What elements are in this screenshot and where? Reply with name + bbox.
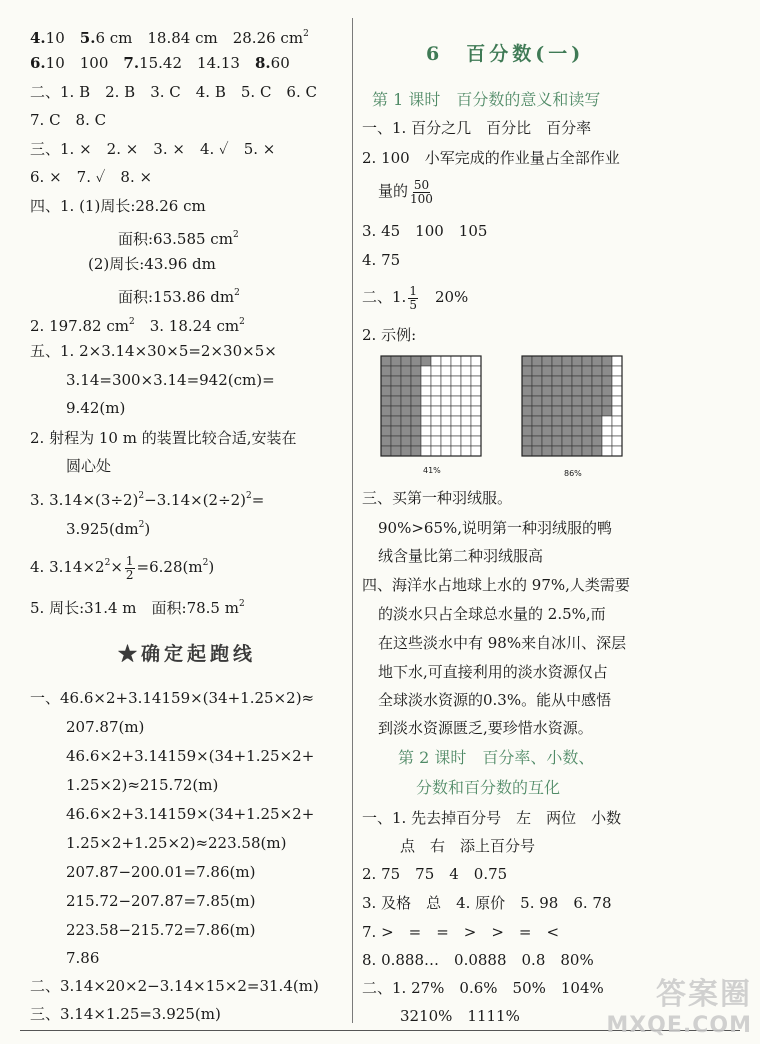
grid-cell (431, 436, 441, 446)
grid-cell (612, 426, 622, 436)
answer-line: 三、买第一种羽绒服。 (362, 489, 513, 507)
answer-line: 三、3.14×1.25=3.925(m) (30, 1005, 221, 1023)
grid-cell (461, 446, 471, 456)
grid-cell-shaded (411, 356, 421, 366)
lesson-title: 第 2 课时 百分率、小数、 (398, 748, 595, 767)
grid-cell-shaded (572, 356, 582, 366)
grid-cell-shaded (401, 406, 411, 416)
grid-cell (431, 406, 441, 416)
grid-cell (461, 376, 471, 386)
hundred-grid-41-svg (378, 353, 484, 459)
grid-cell-shaded (401, 416, 411, 426)
grid-cell-shaded (582, 366, 592, 376)
grid-cell (421, 376, 431, 386)
answer-line: 的淡水只占全球总水量的 2.5%,而 (378, 605, 606, 623)
grid-cell (441, 406, 451, 416)
answer-line: 圆心处 (66, 457, 112, 475)
answer-line: 7. C 8. C (30, 111, 107, 129)
answer-line: 215.72−207.87=7.85(m) (66, 892, 256, 910)
grid-cell-shaded (562, 446, 572, 456)
grid-cell (461, 356, 471, 366)
grid-cell (461, 426, 471, 436)
grid-cell-shaded (572, 386, 582, 396)
grid-cell-shaded (582, 406, 592, 416)
answer-line: 2. 75 75 4 0.75 (362, 865, 508, 883)
grid-cell (461, 406, 471, 416)
grid-cell (431, 386, 441, 396)
grid-cell-shaded (552, 386, 562, 396)
grid-cell (441, 356, 451, 366)
grid-cell (451, 406, 461, 416)
answer-line: 面积:153.86 $dm^2$ (118, 288, 240, 306)
answer-line: $3.925(dm^2)$ (66, 520, 151, 538)
grid-cell-shaded (522, 416, 532, 426)
grid-cell (471, 366, 481, 376)
grid-cell-shaded (562, 366, 572, 376)
grid-cell-shaded (552, 376, 562, 386)
grid-cell-shaded (381, 416, 391, 426)
answer-line: 4. 75 (362, 251, 401, 269)
grid-cell-shaded (522, 366, 532, 376)
grid-cell-shaded (401, 396, 411, 406)
grid-cell-shaded (391, 376, 401, 386)
grid-label-41: 41% (423, 466, 441, 475)
answer-line: 223.58−215.72=7.86(m) (66, 921, 256, 939)
grid-cell-shaded (532, 386, 542, 396)
answer-line: 7.86 (66, 949, 100, 967)
grid-cell (612, 386, 622, 396)
grid-cell (451, 366, 461, 376)
answer-line: 207.87−200.01=7.86(m) (66, 863, 256, 881)
grid-cell-shaded (602, 406, 612, 416)
grid-cell (471, 356, 481, 366)
answer-line: 一、46.6×2+3.14159×(34+1.25×2)≈ (30, 689, 315, 707)
grid-cell (451, 356, 461, 366)
answer-line: 在这些淡水中有 98%来自冰川、深层 (378, 634, 627, 652)
grid-cell-shaded (532, 366, 542, 376)
grid-cell-shaded (552, 406, 562, 416)
grid-cell-shaded (421, 356, 431, 366)
grid-cell-shaded (381, 376, 391, 386)
grid-cell (471, 386, 481, 396)
grid-cell-shaded (542, 396, 552, 406)
grid-cell-shaded (592, 426, 602, 436)
answer-line: 8. 0.888… 0.0888 0.8 80% (362, 951, 594, 969)
grid-cell (602, 436, 612, 446)
grid-cell (441, 416, 451, 426)
grid-cell-shaded (542, 446, 552, 456)
grid-cell-shaded (592, 396, 602, 406)
answer-line: 3. $3.14\times(3\div 2)^2-3.14\times(2\div 2)^2=$ (30, 491, 265, 509)
grid-cell-shaded (532, 396, 542, 406)
grid-cell-shaded (522, 436, 532, 446)
grid-cell (431, 426, 441, 436)
grid-cell-shaded (401, 436, 411, 446)
grid-cell-shaded (391, 406, 401, 416)
grid-cell-shaded (562, 356, 572, 366)
grid-cell (461, 396, 471, 406)
grid-cell (451, 386, 461, 396)
grid-cell (451, 436, 461, 446)
grid-cell (612, 446, 622, 456)
fraction: $\frac{1}{2}$ (125, 553, 134, 582)
answer-line: 3.14=300×3.14=942(cm)= (66, 371, 275, 389)
answer-line: 二、3.14×20×2−3.14×15×2=31.4(m) (30, 977, 319, 995)
grid-cell (441, 436, 451, 446)
grid-cell-shaded (381, 406, 391, 416)
grid-cell (441, 426, 451, 436)
grid-cell-shaded (552, 426, 562, 436)
grid-cell-shaded (391, 426, 401, 436)
answer-line: 6. × 7. ✓ 8. × (30, 168, 153, 186)
answer-line: 207.87(m) (66, 718, 145, 736)
grid-cell-shaded (411, 396, 421, 406)
grid-cell-shaded (602, 376, 612, 386)
grid-cell-shaded (542, 416, 552, 426)
grid-cell-shaded (391, 396, 401, 406)
grid-cell (461, 416, 471, 426)
grid-cell (471, 436, 481, 446)
grid-cell-shaded (582, 376, 592, 386)
answer-line: 46.6×2+3.14159×(34+1.25×2+ (66, 747, 315, 765)
grid-cell (461, 366, 471, 376)
answer-line: 5. 周长:31.4 m 面积:78.5 $m^2$ (30, 599, 245, 617)
answer-line: 3210% 1111% (400, 1007, 520, 1025)
grid-cell-shaded (532, 406, 542, 416)
grid-cell-shaded (562, 416, 572, 426)
grid-cell-shaded (411, 426, 421, 436)
grid-cell (421, 386, 431, 396)
grid-cell (431, 446, 441, 456)
grid-cell-shaded (411, 376, 421, 386)
grid-cell-shaded (532, 376, 542, 386)
grid-cell (612, 396, 622, 406)
section-heading: ★确定起跑线 (118, 643, 257, 665)
hundred-grid-41 (378, 353, 484, 459)
grid-cell (441, 376, 451, 386)
grid-cell-shaded (522, 396, 532, 406)
grid-cell-shaded (391, 436, 401, 446)
grid-cell (421, 426, 431, 436)
grid-cell-shaded (582, 396, 592, 406)
grid-cell (431, 366, 441, 376)
grid-cell (431, 416, 441, 426)
answer-line: 二、1. 27% 0.6% 50% 104% (362, 979, 604, 997)
grid-cell-shaded (602, 386, 612, 396)
grid-cell-shaded (572, 376, 582, 386)
grid-cell-shaded (381, 436, 391, 446)
answer-line: 点 右 添上百分号 (400, 837, 536, 855)
grid-cell (612, 406, 622, 416)
grid-cell-shaded (582, 426, 592, 436)
grid-cell-shaded (391, 446, 401, 456)
grid-cell-shaded (572, 406, 582, 416)
grid-cell (431, 376, 441, 386)
grid-cell (451, 426, 461, 436)
answer-line: 1.25×2+1.25×2)≈223.58(m) (66, 834, 287, 852)
grid-cell-shaded (572, 426, 582, 436)
grid-cell-shaded (562, 406, 572, 416)
answer-line: 二、1. $\frac{1}{5}$ 20% (362, 283, 469, 312)
grid-cell-shaded (592, 376, 602, 386)
grid-cell (461, 436, 471, 446)
grid-cell-shaded (411, 406, 421, 416)
answer-line: (2)周长:43.96 dm (88, 255, 216, 273)
grid-cell (451, 446, 461, 456)
grid-cell-shaded (522, 356, 532, 366)
answer-line: 46.6×2+3.14159×(34+1.25×2+ (66, 805, 315, 823)
grid-cell-shaded (401, 376, 411, 386)
grid-cell-shaded (582, 356, 592, 366)
answer-line: 2. 197.82 $cm^2$ 3. 18.24 $cm^2$ (30, 317, 245, 335)
grid-cell-shaded (572, 416, 582, 426)
grid-cell (471, 416, 481, 426)
grid-cell-shaded (552, 396, 562, 406)
grid-cell-shaded (411, 386, 421, 396)
grid-cell-shaded (401, 446, 411, 456)
grid-cell (471, 406, 481, 416)
grid-cell-shaded (381, 356, 391, 366)
answer-line: 一、1. 先去掉百分号 左 两位 小数 (362, 809, 622, 827)
grid-cell-shaded (592, 356, 602, 366)
answer-line: 一、1. 百分之几 百分比 百分率 (362, 119, 592, 137)
grid-cell-shaded (532, 436, 542, 446)
grid-cell-shaded (401, 366, 411, 376)
grid-cell-shaded (542, 406, 552, 416)
grid-cell-shaded (411, 416, 421, 426)
grid-cell (451, 416, 461, 426)
grid-cell-shaded (381, 426, 391, 436)
grid-cell-shaded (542, 436, 552, 446)
grid-cell (421, 406, 431, 416)
grid-cell-shaded (592, 366, 602, 376)
grid-cell (441, 366, 451, 376)
answer-line: 四、海洋水占地球上水的 97%,人类需要 (362, 576, 630, 594)
answer-line: 四、1. (1)周长:28.26 cm (30, 197, 206, 215)
grid-cell (421, 436, 431, 446)
grid-cell-shaded (542, 366, 552, 376)
grid-cell-shaded (572, 366, 582, 376)
answer-line: 地下水,可直接利用的淡水资源仅占 (378, 663, 608, 681)
fraction: $\frac{1}{5}$ (409, 283, 417, 312)
hundred-grid-86 (519, 353, 625, 459)
grid-cell-shaded (582, 436, 592, 446)
grid-cell-shaded (381, 446, 391, 456)
grid-cell (471, 426, 481, 436)
grid-cell-shaded (522, 406, 532, 416)
grid-cell-shaded (592, 406, 602, 416)
answer-line: 到淡水资源匮乏,要珍惜水资源。 (378, 719, 593, 737)
hundred-grid-86-svg (519, 353, 625, 459)
grid-cell-shaded (411, 436, 421, 446)
grid-cell (471, 396, 481, 406)
grid-cell (451, 376, 461, 386)
grid-cell-shaded (562, 436, 572, 446)
answer-line: 1.25×2)≈215.72(m) (66, 776, 219, 794)
grid-cell-shaded (411, 446, 421, 456)
grid-cell-shaded (532, 356, 542, 366)
grid-cell-shaded (411, 366, 421, 376)
lesson-title: 分数和百分数的互化 (416, 778, 561, 797)
grid-cell (441, 446, 451, 456)
grid-cell-shaded (552, 446, 562, 456)
grid-cell-shaded (552, 416, 562, 426)
grid-cell-shaded (391, 356, 401, 366)
grid-cell-shaded (391, 366, 401, 376)
grid-cell (612, 366, 622, 376)
grid-cell (612, 376, 622, 386)
watermark-logo (606, 969, 752, 1038)
grid-cell (421, 416, 431, 426)
grid-cell-shaded (582, 416, 592, 426)
grid-cell-shaded (552, 366, 562, 376)
lesson-title: 第 1 课时 百分数的意义和读写 (372, 90, 601, 109)
grid-cell (612, 356, 622, 366)
grid-cell-shaded (562, 396, 572, 406)
grid-cell (431, 356, 441, 366)
grid-cell-shaded (572, 436, 582, 446)
grid-cell (602, 416, 612, 426)
grid-cell-shaded (552, 436, 562, 446)
grid-cell-shaded (592, 446, 602, 456)
grid-cell-shaded (542, 386, 552, 396)
grid-cell-shaded (602, 356, 612, 366)
grid-cell-shaded (532, 446, 542, 456)
answer-line: 五、1. 2×3.14×30×5=2×30×5× (30, 342, 277, 360)
grid-cell-shaded (532, 426, 542, 436)
grid-cell-shaded (542, 376, 552, 386)
grid-cell-shaded (602, 396, 612, 406)
grid-cell-shaded (562, 376, 572, 386)
fraction: $\frac{50}{100}$ (410, 177, 433, 206)
grid-cell-shaded (572, 396, 582, 406)
grid-cell (451, 396, 461, 406)
grid-cell (602, 446, 612, 456)
grid-cell-shaded (391, 386, 401, 396)
grid-cell (461, 386, 471, 396)
answer-line: 全球淡水资源的0.3%。能从中感悟 (378, 691, 612, 709)
grid-cell (471, 376, 481, 386)
grid-cell-shaded (381, 396, 391, 406)
answer-line: 3. 45 100 105 (362, 222, 488, 240)
grid-cell (421, 446, 431, 456)
grid-cell-shaded (522, 386, 532, 396)
grid-cell-shaded (401, 356, 411, 366)
grid-cell-shaded (592, 436, 602, 446)
grid-cell-shaded (401, 386, 411, 396)
watermark-text-en: MXQE.COM (606, 1013, 752, 1038)
grid-cell-shaded (522, 426, 532, 436)
grid-cell-shaded (562, 386, 572, 396)
grid-cell-shaded (542, 356, 552, 366)
answer-line: 90%>65%,说明第一种羽绒服的鸭 (378, 519, 613, 537)
answer-line: 2. 射程为 10 m 的装置比较合适,安装在 (30, 429, 297, 447)
watermark-text-cn: 答案圈 (656, 977, 752, 1012)
grid-cell (602, 426, 612, 436)
grid-cell-shaded (391, 416, 401, 426)
grid-cell-shaded (552, 356, 562, 366)
answer-line: 4. $3.14\times 2^2\times$ $\frac{1}{2}$ $=6.28(m^2)$ (30, 553, 215, 582)
grid-cell-shaded (381, 386, 391, 396)
answer-line: 7. > = = > > = < (362, 923, 560, 941)
grid-label-86: 86% (564, 469, 582, 478)
grid-cell-shaded (592, 416, 602, 426)
grid-cell (431, 396, 441, 406)
column-divider (352, 18, 353, 1023)
grid-cell (421, 366, 431, 376)
grid-cell (441, 396, 451, 406)
grid-cell-shaded (532, 416, 542, 426)
answer-line: 量的 $\frac{50}{100}$ (378, 177, 433, 206)
answer-line: 2. 100 小军完成的作业量占全部作业 (362, 149, 620, 167)
answer-line: 绒含量比第二种羽绒服高 (378, 547, 544, 565)
grid-cell-shaded (592, 386, 602, 396)
answer-line: 2. 示例: (362, 326, 417, 344)
grid-cell-shaded (562, 426, 572, 436)
grid-cell (612, 436, 622, 446)
answer-line: 二、1. B 2. B 3. C 4. B 5. C 6. C (30, 83, 317, 101)
chapter-title: 6 百分数(一) (426, 43, 585, 65)
answer-line: 6.10 100 7.15.42 14.13 8.60 (30, 54, 290, 72)
grid-cell-shaded (572, 446, 582, 456)
grid-cell-shaded (381, 366, 391, 376)
answer-line: 4.10 5.6 cm 18.84 cm 28.26 $cm^2$ (30, 29, 309, 47)
grid-cell (612, 416, 622, 426)
grid-cell-shaded (401, 426, 411, 436)
grid-cell (471, 446, 481, 456)
answer-line: 3. 及格 总 4. 原价 5. 98 6. 78 (362, 894, 612, 912)
grid-cell-shaded (582, 446, 592, 456)
answer-line: 面积:63.585 $cm^2$ (118, 230, 239, 248)
grid-cell-shaded (522, 376, 532, 386)
grid-cell-shaded (602, 366, 612, 376)
answer-line: 9.42(m) (66, 399, 126, 417)
grid-cell-shaded (542, 426, 552, 436)
answer-line: 三、1. × 2. × 3. × 4. ✓ 5. × (30, 140, 276, 158)
grid-cell-shaded (582, 386, 592, 396)
grid-cell (441, 386, 451, 396)
grid-cell-shaded (522, 446, 532, 456)
grid-cell (421, 396, 431, 406)
